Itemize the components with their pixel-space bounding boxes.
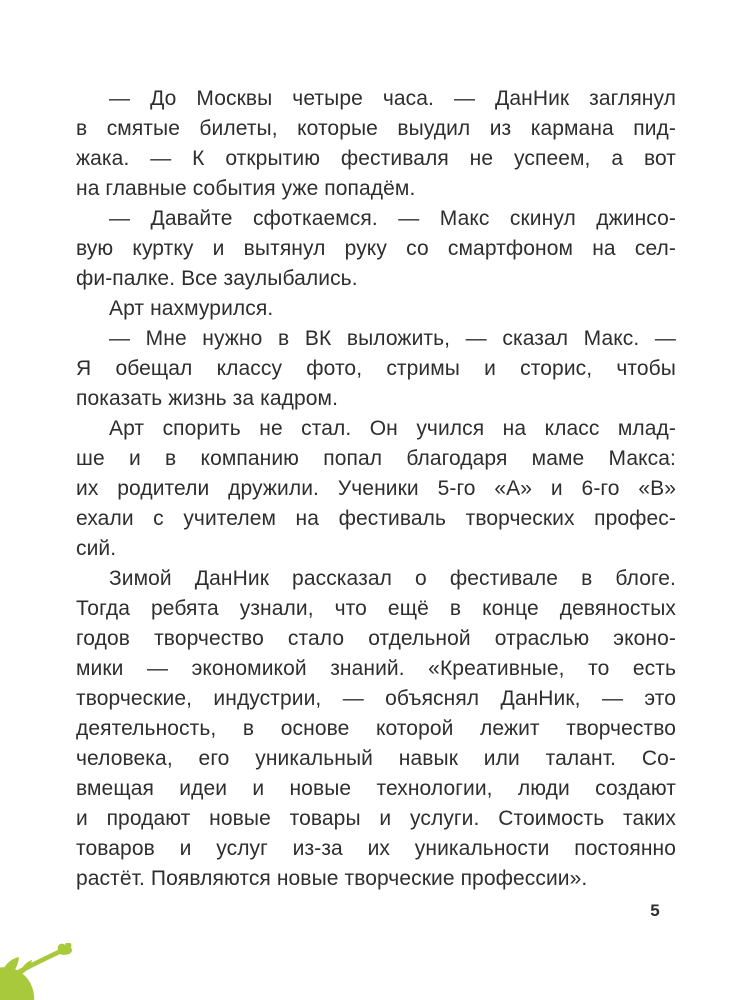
text-line: вмещая идеи и новые технологии, люди создают [76, 777, 676, 800]
text-line: — До Москвы четыре часа. — ДанНик заглянул [109, 87, 676, 110]
text-line: товаров и услуг из-за их уникальности постоянно [76, 837, 676, 860]
text-line: ше и в компанию попал благодаря маме Макса: [76, 447, 676, 470]
text-line: показать жизнь за кадром. [76, 387, 339, 410]
text-line: деятельность, в основе которой лежит творчество [76, 717, 676, 740]
paragraph [76, 564, 676, 894]
text-line: растёт. Появляются новые творческие профессии». [76, 867, 588, 890]
page-number: 5 [650, 901, 660, 920]
text-line: годов творчество стало отдельной отраслью эконо- [76, 627, 676, 650]
text-line: вую куртку и вытянул руку со смартфоном на сел- [76, 237, 676, 260]
text-line: в смятые билеты, которые выудил из кармана пид- [76, 117, 676, 140]
text-line: — Давайте сфоткаемся. — Макс скинул джинсо- [109, 207, 676, 230]
text-line: человека, его уникальный навык или талант. Со- [76, 747, 676, 770]
paragraph [76, 324, 676, 414]
text-line: на главные события уже попадём. [76, 177, 416, 200]
paragraph [76, 84, 676, 204]
text-line: творческие, индустрии, — объяснял ДанНик, — это [76, 687, 676, 710]
text-line: Я обещал классу фото, стримы и сторис, чтобы [76, 357, 676, 380]
text-line: жака. — К открытию фестиваля не успеем, а вот [76, 147, 676, 170]
paragraph [76, 414, 676, 564]
paragraph [76, 204, 676, 294]
text-line: Зимой ДанНик рассказал о фестивале в блоге. [109, 567, 676, 590]
page-text-column [76, 84, 676, 894]
text-line: сий. [76, 537, 117, 560]
plant-sprout-icon [0, 943, 102, 1000]
text-line: — Мне нужно в ВК выложить, — сказал Макс. — [109, 327, 676, 350]
text-line: Тогда ребята узнали, что ещё в конце девяностых [76, 597, 676, 620]
paragraph [76, 294, 676, 324]
text-line: и продают новые товары и услуги. Стоимость таких [76, 807, 676, 830]
text-line: фи-палке. Все заулыбались. [76, 267, 358, 290]
text-line: их родители дружили. Ученики 5-го «А» и 6-го «В» [76, 477, 676, 500]
text-line: Арт спорить не стал. Он учился на класс млад- [109, 417, 676, 440]
text-line: Арт нахмурился. [109, 297, 274, 320]
text-line: ехали с учителем на фестиваль творческих профес- [76, 507, 676, 530]
text-line: мики — экономикой знаний. «Креативные, то есть [76, 657, 676, 680]
